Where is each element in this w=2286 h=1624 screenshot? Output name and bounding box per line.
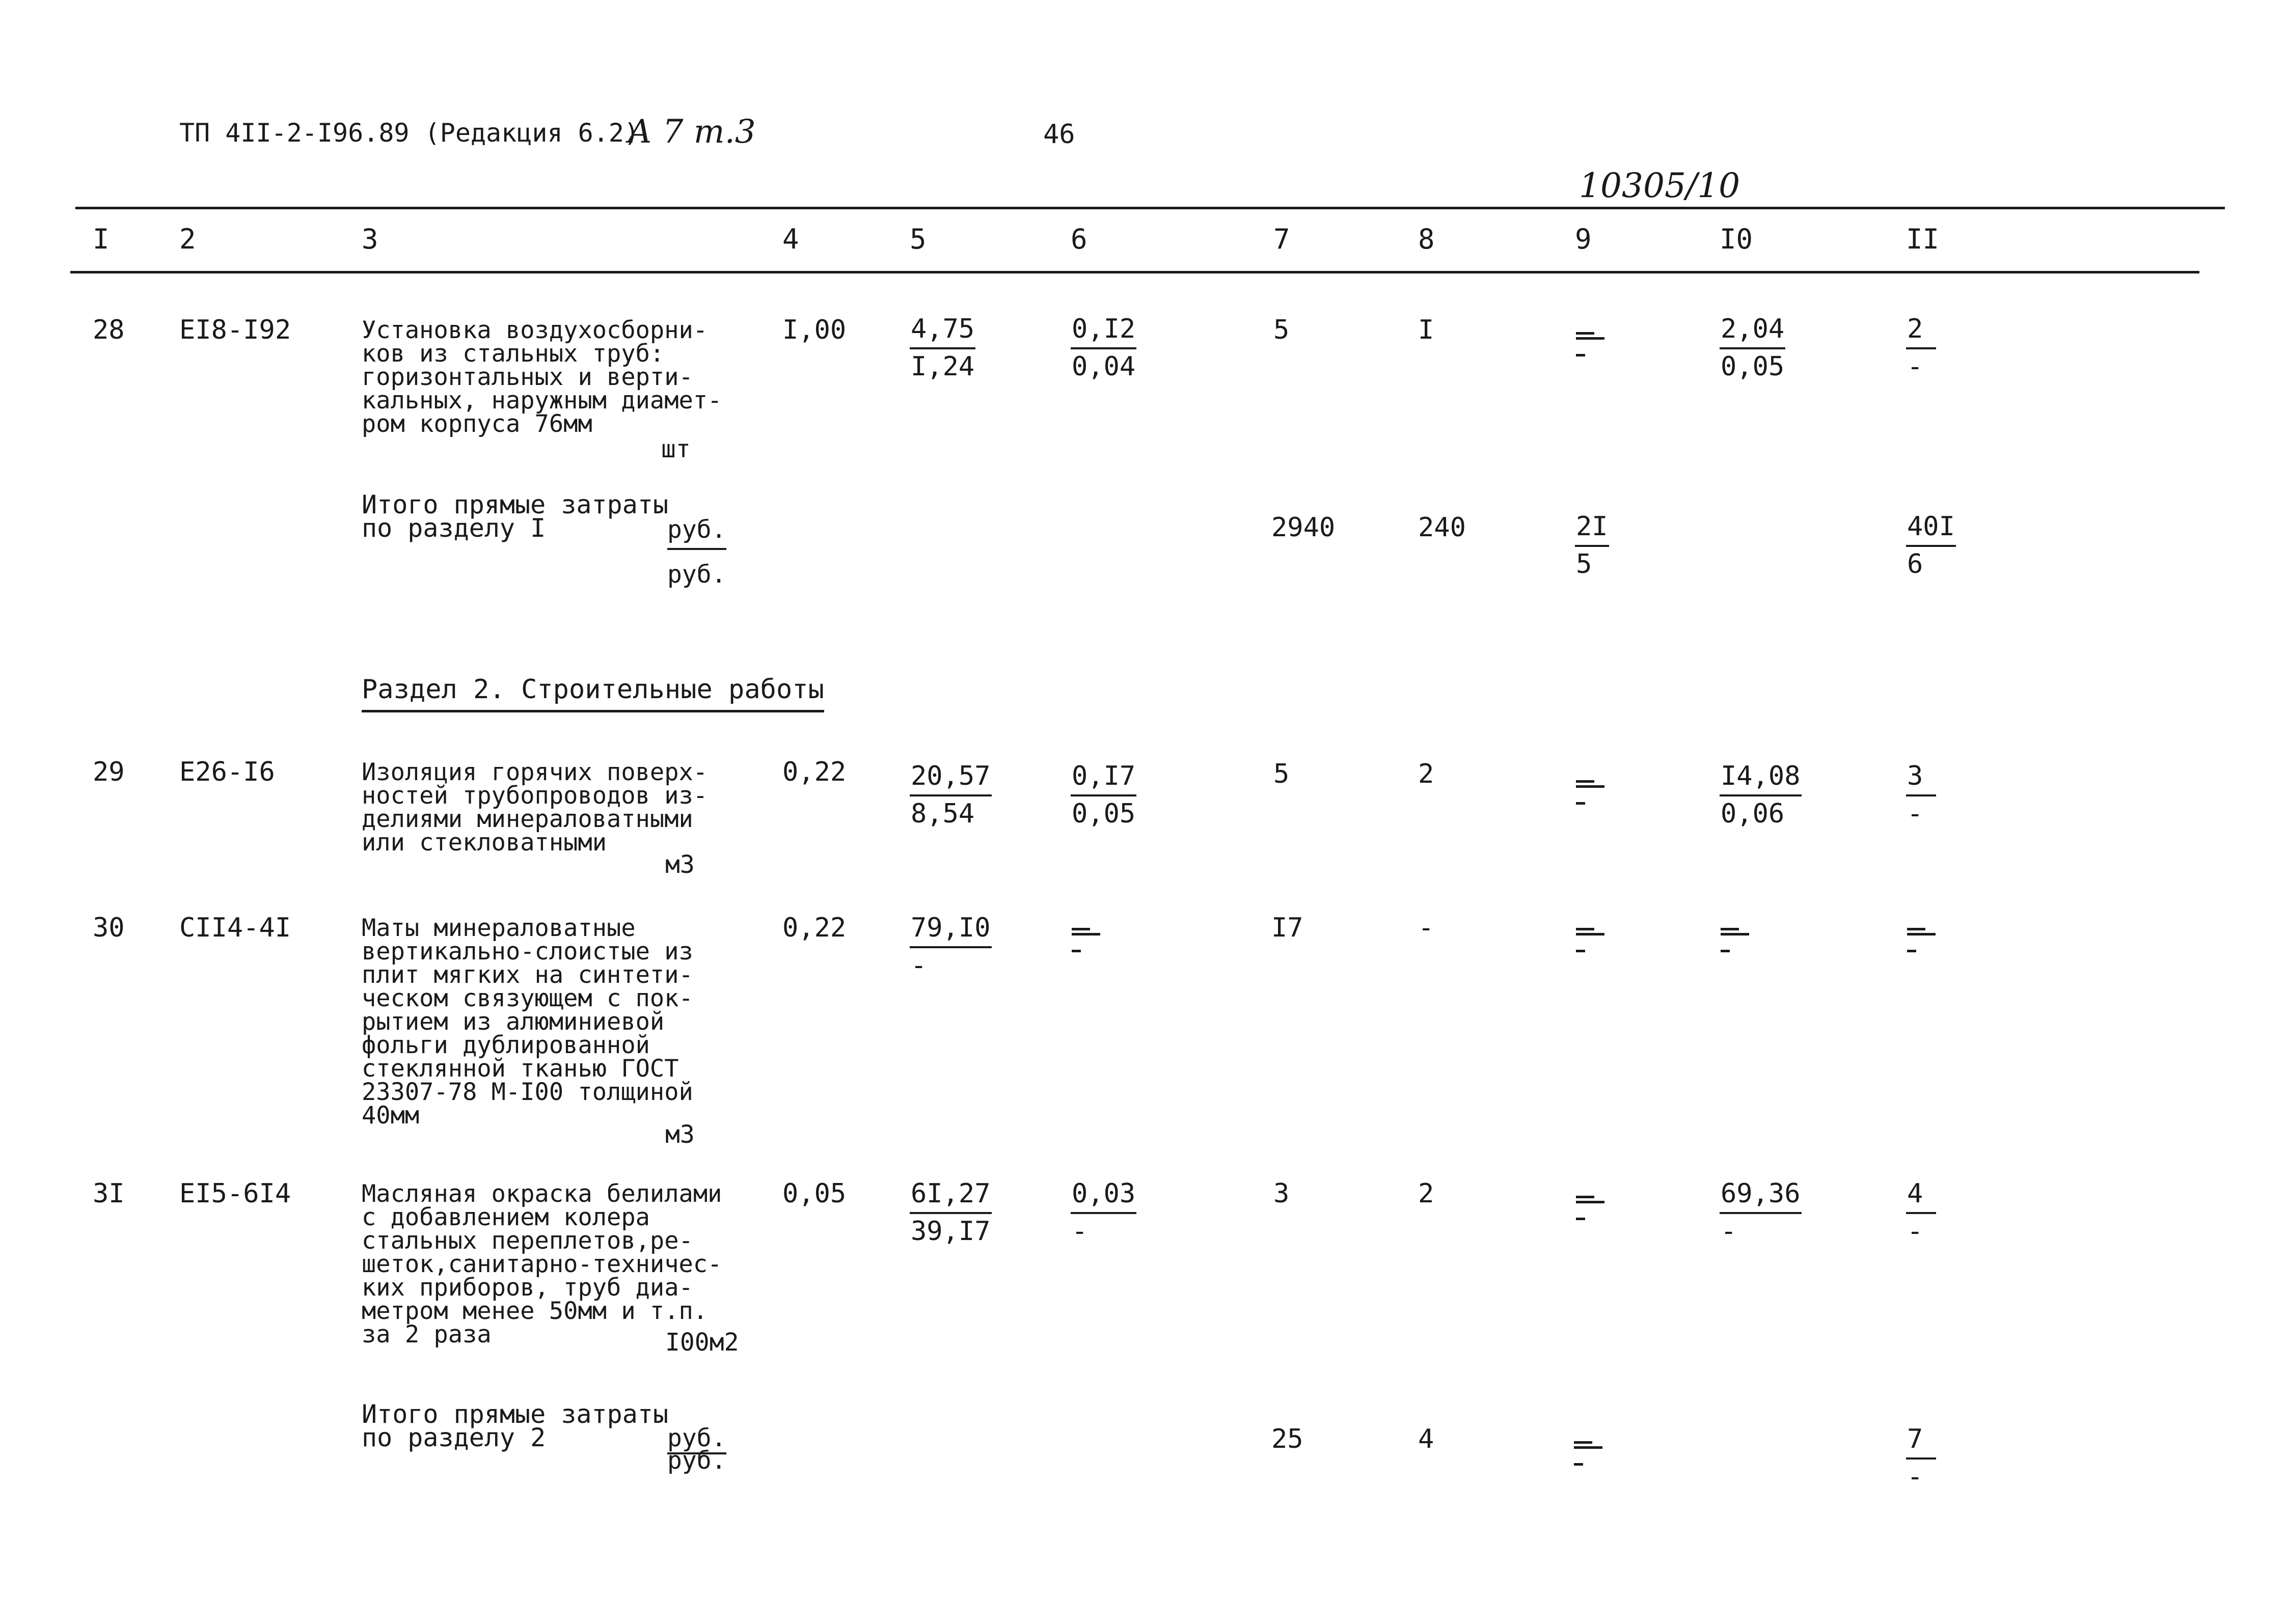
col10-top: 69,36 <box>1720 1176 1802 1214</box>
col5-bottom-dash: - <box>911 950 927 981</box>
col6-fraction <box>1071 1176 1136 1249</box>
item-code: E26-I6 <box>179 757 275 787</box>
total-col7: 25 <box>1271 1424 1303 1454</box>
total-unit-bottom: руб. <box>667 560 726 589</box>
page-number: 46 <box>1043 119 1075 150</box>
col11-fraction <box>1906 312 1936 384</box>
dash-fraction <box>1576 1196 1604 1220</box>
col7-value: 5 <box>1273 759 1290 789</box>
dash-fraction <box>1574 1441 1602 1466</box>
total-unit-top: руб. <box>667 1424 726 1454</box>
item-quantity: 0,22 <box>782 913 847 943</box>
col6-top: 0,03 <box>1071 1176 1136 1214</box>
dash-fraction <box>1721 928 1749 952</box>
col8-value: I <box>1418 315 1434 345</box>
col5-top: 20,57 <box>910 759 992 796</box>
item-unit: I00м2 <box>665 1328 739 1357</box>
total-col11-bottom-dash: - <box>1907 1462 1923 1492</box>
col8-value: 2 <box>1418 1178 1434 1209</box>
col11-top: 2 <box>1906 312 1936 349</box>
col5-bottom: 8,54 <box>911 799 975 829</box>
item-description: Масляная окраска белилами с добавлением колера стальных переплетов,ре- шеток,санитарно-техничес- ких приборов, труб диа- метром менее 50мм и т.п. за 2 раза <box>362 1180 722 1348</box>
total-unit-bottom: руб. <box>667 1446 726 1475</box>
col5-fraction <box>910 1176 992 1249</box>
section-heading: Раздел 2. Строительные работы <box>362 674 824 712</box>
col7-value: I7 <box>1271 913 1303 943</box>
dash-fraction <box>1576 928 1604 952</box>
col6-bottom: 0,04 <box>1072 351 1136 382</box>
col5-fraction <box>910 759 992 831</box>
total-col11-fraction <box>1906 1422 1936 1494</box>
col10-fraction <box>1720 1176 1802 1249</box>
total-col9-top: 2I <box>1575 509 1609 547</box>
item-code: CII4-4I <box>179 913 291 943</box>
total-label: Итого прямые затраты по разделу 2 <box>362 1399 669 1452</box>
col6-bottom-dash: - <box>1072 1216 1088 1247</box>
column-number: 7 <box>1273 223 1290 255</box>
col5-bottom: I,24 <box>911 351 975 382</box>
col6-fraction <box>1071 312 1136 384</box>
handwritten-mark: А 7 т.3 <box>628 113 756 151</box>
col6-top: 0,I7 <box>1071 759 1136 796</box>
col8-value: - <box>1418 913 1434 943</box>
row-number: 29 <box>93 757 125 787</box>
table-top-rule <box>75 207 2225 209</box>
col6-top: 0,I2 <box>1071 312 1136 349</box>
column-number: 5 <box>910 223 927 255</box>
item-unit: шт <box>661 435 691 463</box>
item-description: Изоляция горячих поверх- ностей трубопроводов из- делиями минераловатными или стекловатными <box>362 758 708 857</box>
dash-fraction <box>1072 928 1100 952</box>
column-number: 4 <box>782 223 799 255</box>
dash-fraction <box>1576 780 1604 805</box>
col11-top: 4 <box>1906 1176 1936 1214</box>
total-col8: 4 <box>1418 1424 1434 1454</box>
total-col11-top: 40I <box>1906 509 1956 547</box>
col6-bottom: 0,05 <box>1072 799 1136 829</box>
column-number: 3 <box>362 223 378 255</box>
row-number: 28 <box>93 315 125 345</box>
total-col7: 2940 <box>1271 512 1336 543</box>
total-label: Итого прямые затраты по разделу I <box>362 490 669 543</box>
col7-value: 5 <box>1273 315 1290 345</box>
stamp-number: 10305/10 <box>1579 166 1740 205</box>
col5-fraction <box>910 312 975 384</box>
col11-top: 3 <box>1906 759 1936 796</box>
item-code: EI5-6I4 <box>179 1178 291 1209</box>
col10-fraction <box>1720 759 1802 831</box>
col11-fraction <box>1906 1176 1936 1249</box>
col11-bottom-dash: - <box>1907 799 1923 829</box>
col11-bottom-dash: - <box>1907 1216 1923 1247</box>
item-code: EI8-I92 <box>179 315 291 345</box>
col8-value: 2 <box>1418 759 1434 789</box>
col5-top: 79,I0 <box>910 911 992 948</box>
column-number: I <box>93 223 110 255</box>
total-col11-bottom: 6 <box>1907 549 1923 580</box>
item-description: Маты минераловатные вертикально-слоистые из плит мягких на синтети- ческом связующем с пок- рытием из алюминиевой фольги дублированной стеклянной тканью ГОСТ 23307-78 М-I00 толщиной 40мм <box>362 914 693 1130</box>
col5-bottom: 39,I7 <box>911 1216 991 1247</box>
col7-value: 3 <box>1273 1178 1290 1209</box>
item-quantity: 0,05 <box>782 1178 847 1209</box>
document-title: ТП 4II-2-I96.89 (Редакция 6.2) <box>179 118 640 148</box>
column-number: 2 <box>179 223 196 255</box>
col5-fraction <box>910 911 992 983</box>
col10-top: 2,04 <box>1720 312 1785 349</box>
col6-fraction <box>1071 759 1136 831</box>
item-description: Установка воздухосборни- ков из стальных труб: горизонтальных и верти- кальных, наружным диамет- ром корпуса 76мм <box>362 316 722 438</box>
total-col11-top: 7 <box>1906 1422 1936 1460</box>
item-quantity: 0,22 <box>782 757 847 787</box>
column-number: I0 <box>1720 223 1753 255</box>
row-number: 3I <box>93 1178 125 1209</box>
col5-top: 6I,27 <box>910 1176 992 1214</box>
total-unit-top: руб. <box>667 515 726 550</box>
col10-fraction <box>1720 312 1785 384</box>
item-unit: м3 <box>665 1120 695 1149</box>
column-number: 8 <box>1418 223 1435 255</box>
col10-bottom: 0,05 <box>1721 351 1785 382</box>
col11-fraction <box>1906 759 1936 831</box>
col5-top: 4,75 <box>910 312 975 349</box>
item-quantity: I,00 <box>782 315 847 345</box>
column-number: II <box>1906 223 1940 255</box>
header-bottom-rule <box>70 271 2199 273</box>
col10-top: I4,08 <box>1720 759 1802 796</box>
dash-fraction <box>1576 332 1604 356</box>
col11-bottom-dash: - <box>1907 351 1923 382</box>
total-col8: 240 <box>1418 512 1466 543</box>
item-unit: м3 <box>665 850 695 879</box>
total-col9-bottom: 5 <box>1576 549 1592 580</box>
column-number: 6 <box>1071 223 1087 255</box>
column-number: 9 <box>1575 223 1592 255</box>
total-col9-fraction <box>1575 509 1609 582</box>
row-number: 30 <box>93 913 125 943</box>
col10-bottom: 0,06 <box>1721 799 1785 829</box>
col10-bottom-dash: - <box>1721 1216 1737 1247</box>
total-col11-fraction <box>1906 509 1956 582</box>
dash-fraction <box>1907 928 1936 952</box>
